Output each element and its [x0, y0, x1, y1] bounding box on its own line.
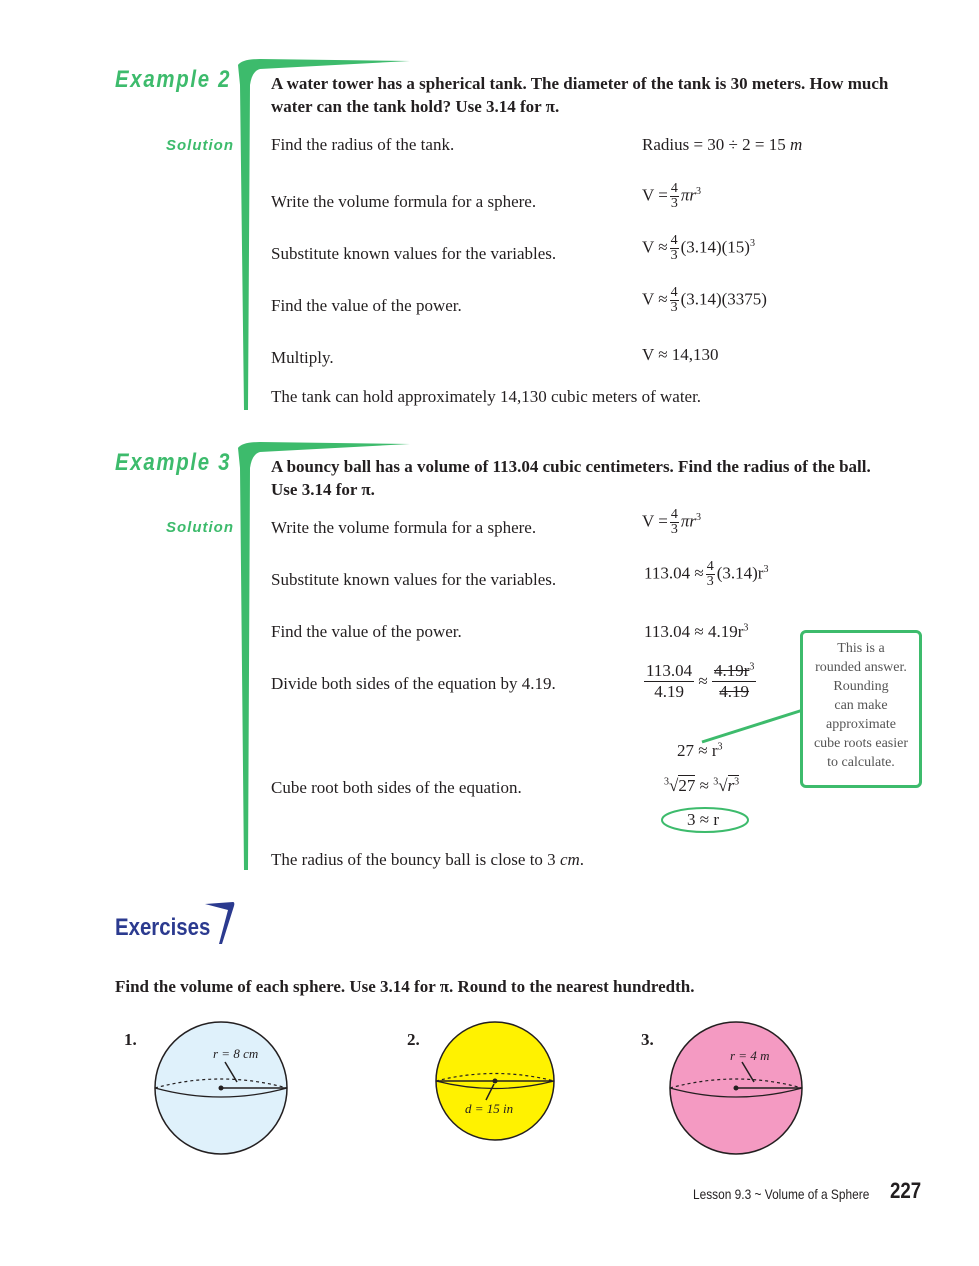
- example3-question: A bouncy ball has a volume of 113.04 cubic centimeters. Find the radius of the ball. Use 3.14 for π.: [271, 457, 871, 499]
- exercises-instructions: Find the volume of each sphere. Use 3.14 for π. Round to the nearest hundredth.: [115, 977, 695, 996]
- example2-conclusion: The tank can hold approximately 14,130 cubic meters of water.: [271, 387, 702, 406]
- callout-pointer: [700, 700, 810, 750]
- exercises-swoosh: [205, 900, 237, 948]
- example2-question: A water tower has a spherical tank. The diameter of the tank is 30 meters. How much water can the tank hold? Use 3.14 for π.: [271, 74, 889, 116]
- example3-step7-math: 3 ≈ r: [687, 810, 719, 829]
- example2-step5-math: V ≈ 14,130: [642, 345, 719, 364]
- example2-step4-text: Find the value of the power.: [271, 296, 462, 315]
- example2-step2-math: V = $\frac{4}{3}$ $\pi r^3$: [642, 181, 701, 211]
- sphere-1-label: r = 8 cm: [213, 1046, 259, 1061]
- example2-step4-math: V ≈ $\frac{4}{3}$ (3.14)(3375): [642, 285, 767, 315]
- example3-step4-math: $\frac{113.04}{4.19}$ ≈ $\frac{4.19r^3}{4.19}$: [646, 661, 755, 701]
- example2-solution-label: Solution: [166, 137, 234, 154]
- exercise-3-number: 3.: [641, 1030, 654, 1049]
- example3-step2-text: Substitute known values for the variables.: [271, 570, 557, 589]
- example3-accent-bar: [230, 438, 420, 878]
- example3-conclusion: The radius of the bouncy ball is close to 3 cm.: [271, 850, 585, 869]
- sphere-3: [668, 1020, 806, 1158]
- example3-step5-math: $27 \approx r^3$: [677, 741, 723, 760]
- exercises-title: Exercises: [115, 914, 211, 941]
- example3-step1-math: V = $\frac{4}{3}$ $\pi r^3$: [642, 507, 701, 537]
- exercise-1-number: 1.: [124, 1030, 137, 1049]
- sphere-2-label: d = 15 in: [465, 1101, 514, 1116]
- example3-step2-math: 113.04 ≈ $\frac{4}{3}$ $(3.14)r^3$: [644, 559, 769, 589]
- page-number: 227: [890, 1178, 922, 1203]
- example3-step4-text: Divide both sides of the equation by 4.19.: [271, 674, 556, 693]
- example2-step1-math: Radius = 30 ÷ 2 = 15 m: [642, 135, 803, 154]
- example2-title: Example 2: [115, 66, 232, 93]
- example2-step1-text: Find the radius of the tank.: [271, 135, 455, 154]
- example2-step3-math: V ≈ $\frac{4}{3}$ $(3.14)(15)^3$: [642, 233, 755, 263]
- example3-step6-math: $^3√27 \approx ^3√r^3$: [664, 776, 740, 795]
- exercise-2-number: 2.: [407, 1030, 420, 1049]
- rounding-callout: This is a rounded answer. Rounding can make approximate cube roots easier to calculate.: [800, 630, 922, 788]
- example2-step3-text: Substitute known values for the variables.: [271, 244, 557, 263]
- example2-step2-text: Write the volume formula for a sphere.: [271, 192, 537, 211]
- sphere-3-label: r = 4 m: [730, 1048, 770, 1063]
- example2-step5-text: Multiply.: [271, 348, 334, 367]
- example3-step6-text: Cube root both sides of the equation.: [271, 778, 522, 797]
- example3-solution-label: Solution: [166, 519, 234, 536]
- sphere-1: [153, 1020, 291, 1158]
- sphere-2: [434, 1020, 558, 1144]
- example3-step3-math: $113.04 \approx 4.19r^3$: [644, 622, 749, 641]
- example3-step3-text: Find the value of the power.: [271, 622, 462, 641]
- example3-title: Example 3: [115, 449, 232, 476]
- footer-lesson: Lesson 9.3 ~ Volume of a Sphere: [693, 1186, 870, 1202]
- example3-step1-text: Write the volume formula for a sphere.: [271, 518, 537, 537]
